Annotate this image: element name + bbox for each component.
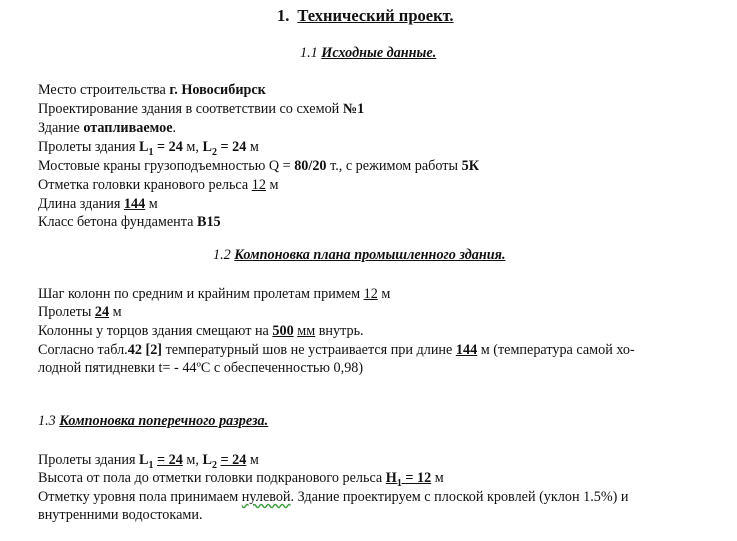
floor-value: нулевой [241,489,291,505]
length-line: Длина здания 144 м [38,196,158,212]
concrete-line: Класс бетона фундамента B15 [38,214,221,230]
subsection-title: Компоновка поперечного разреза. [59,413,269,429]
subsection-number: 1.2 [213,247,231,263]
joint-value: 144 [455,342,478,358]
subsection-title: Исходные данные. [321,45,437,61]
scheme-line: Проектирование здания в соответствии со схемой №1 [38,101,365,117]
subsection-1-3-heading [38,413,268,430]
subsection-title: Компоновка плана промышленного здания. [234,247,506,263]
temperature-joint-line-2: лодной пятидневки t= - 44ºС с обеспеченностью 0,98) [38,360,364,376]
temperature-joint-line: Согласно табл.42 [2] температурный шов не устраивается при длине 144 м (температура самой хо- [38,342,635,358]
spans-2-line: Пролеты 24 м [38,304,122,320]
site-line: Место строительства г. Новосибирск [38,82,266,98]
concrete-value: B15 [196,214,221,230]
columns-offset-value: 500 [272,323,294,339]
site-value: г. Новосибирск [169,82,266,98]
subsection-number: 1.3 [38,413,56,429]
subsection-1-2-heading [213,247,506,264]
rail-value: 12 [251,177,266,193]
rail-line: Отметка головки кранового рельса 12 м [38,177,279,193]
step-value: 12 [363,286,378,302]
joint-ref: 42 [2] [127,342,163,358]
column-step-line: Шаг колонн по средним и крайним пролетам примем 12 м [38,286,391,302]
building-line: Здание отапливаемое. [38,120,177,136]
section-number: 1. [277,6,290,25]
document-title [277,6,454,26]
spans-line: Пролеты здания $L_1 = 24$ м, $L_2 = 24$ м [38,139,259,158]
columns-offset-line: Колонны у торцов здания смещают на 500 мм внутрь. [38,323,364,339]
section-title: Технический проект. [297,6,454,25]
subsection-1-1-heading [300,45,436,62]
spans-3-line: Пролеты здания $L_1 = 24$ м, $L_2 = 24$ м [38,452,259,471]
crane-capacity: 80/20 [294,158,327,174]
length-value: 144 [123,196,146,212]
floor-line-2: внутренними водостоками. [38,507,203,523]
cranes-line: Мостовые краны грузоподъемностью Q = 80/20 т., с режимом работы 5К [38,158,479,174]
floor-line: Отметку уровня пола принимаем нулевой. Здание проектируем с плоской кровлей (уклон 1.5%) и [38,489,629,505]
height-line: Высота от пола до отметки головки подкранового рельса $H_1 = 12$ м [38,470,444,489]
spans-2-value: 24 [94,304,110,320]
crane-mode: 5К [461,158,479,174]
subsection-number: 1.1 [300,45,318,61]
building-value: отапливаемое [83,120,173,136]
scheme-value: №1 [342,101,365,117]
